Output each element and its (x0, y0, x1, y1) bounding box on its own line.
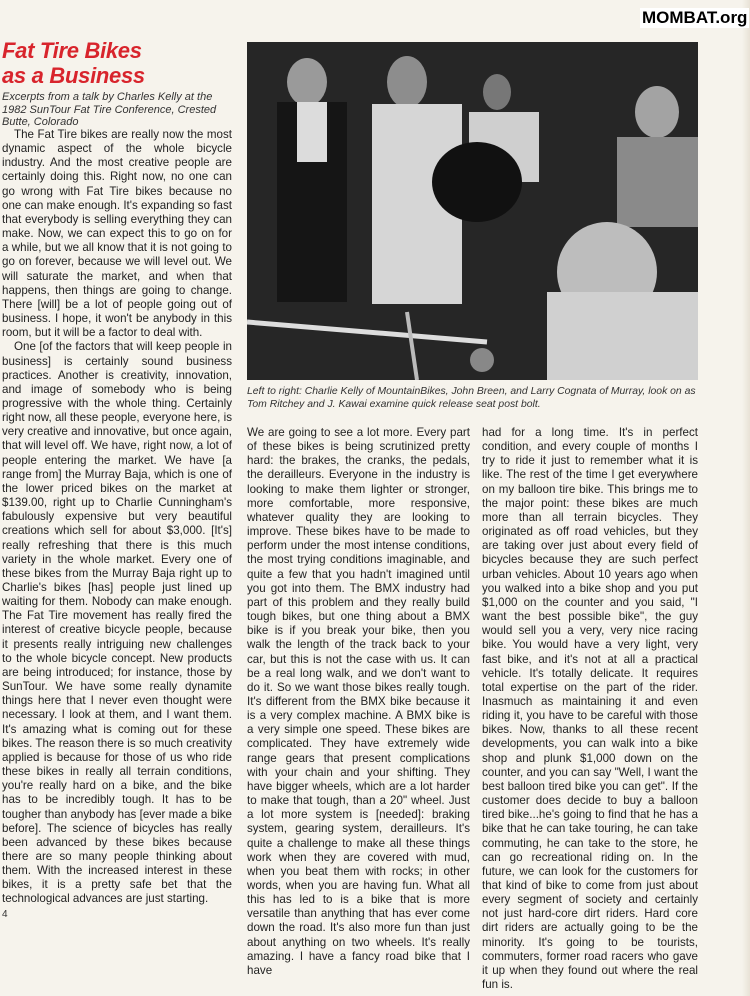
paragraph: The Fat Tire bikes are really now the most dynamic aspect of the whole bicycle industry. And the most creative people are certainly doing this. Right now, no one can go wrong with Fat Tire bikes because no one can make enough. It's expanding so fast that everybody is selling everything they can make. Now, we can expect this to go on for a while, but we all know that it is not going to go on forever, because we will level out. We will saturate the market, and when that happens, then things are going to change. There [will] be a lot of people going out of business. I hope, it won't be anybody in this room, but it will be a factor to deal with. (2, 128, 232, 340)
title-line-1: Fat Tire Bikes (2, 38, 142, 63)
paragraph: We are going to see a lot more. Every part of these bikes is being scrutinized pretty hard: the brakes, the cranks, the pedals, the derailleurs. Everyone in the industry is looking to make them lighter or stronger, more comfortable, more responsive, whatever quality they are looking to improve. These bikes have to be made to perform under the most intense conditions, the most trying conditions imaginable, and quite a few that you hadn't imagined until you got into them. The BMX industry had part of this problem and they really build tough bikes, but one thing about a BMX bike is if you break your bike, then you walk the length of the track back to your car, but this is not the case with us. It can be a real long walk, and we don't want to do it. So we want those bikes really tough. It's different from the BMX bike because it is a very complex machine. A BMX bike is a very simple one speed. These bikes are complicated. They have extremely wide range gears that present complications with your chain and your shifting. They have bigger wheels, which are a lot harder to make that tough, than a 20" wheel. Just a lot more system is [needed]: braking system, gearing system, derailleurs. It's quite a challenge to make all these things work when they are covered with mud, when you beat them with rocks; in other words, when you are having fun. What all this has led to is a bike that is more versatile than anything that has ever come down the road. It's also more fun than just about anything on two wheels. It's really amazing. I have a fancy road bike that I have (247, 426, 470, 977)
article-title (2, 38, 145, 88)
paragraph: One [of the factors that will keep people in business] is certainly sound business practices. Another is creativity, innovation, and image of somebody who is being progressive with the whole thing. Certainly right now, all these people, everyone here, is very creative and innovative, but once again, that will level off. We have, right now, a lot of people entering the market. We have [a range from] the Murray Baja, which is one of the lower priced bikes on the market at $139.00, right up to Charlie Cunningham's fabulously expensive but very beautiful creations which sell for about $3,000. [It's] really refreshing that there is this much variety in the whole market. Every one of these bikes from the Murray Baja right up to Charlie's bikes [has] people just lined up waiting for them. Nobody can make enough. The Fat Tire movement has really fired the interest of creative bicycle people, because it presents really intriguing new challenges to the whole bicycle concept. New products are being introduced; for instance, those by SunTour. We have some really dynamite things here that I never even thought were necessary. I look at them, and I want them. It's amazing what is coming out for these bikes. The reason there is so much creativity applied is because for those of us who ride these bikes in really all terrain conditions, you're really hard on a bike, and the bike has to be incredibly tough. It has to be tougher than anybody has [ever made a bike before]. The science of bicycles has really been advanced by these bikes because there are so many people thinking about them. With the increased interest in these bikes, it is a pretty safe bet that the technological advances are just starting. (2, 340, 232, 906)
article-subtitle: Excerpts from a talk by Charles Kelly at the 1982 SunTour Fat Tire Conference, Crested Butte, Colorado (2, 91, 217, 128)
left-column (2, 128, 232, 921)
paragraph: had for a long time. It's in perfect condition, and every couple of months I try to ride it just to remember what it is like. The rest of the time I get everywhere on my balloon tire bike. This brings me to the major point: these bikes are much more than all terrain bicycles. They originated as off road vehicles, but they are taking over just about every field of bicycles because they are such perfect urban vehicles. About 10 years ago when you walked into a bike shop and you put $1,000 on the counter and you said, "I want the best possible bike", the guy would sell you a very, very nice racing bike. You would have a very light, very fast bike, and it's not at all a practical vehicle. It's totally delicate. It requires total expertise on the part of the rider. Inasmuch as maintaining it and even riding it, you have to be careful with those bikes. Now, thanks to all these recent developments, you can walk into a bike shop and plunk $1,000 down on the counter, and you can say "Well, I want the best balloon tired bike you can get". If the customer does decide to buy a balloon tired bike...he's going to find that he has a bike that he can take touring, he can take commuting, he can take to the store, he can go recreational riding on. In the future, we can look for the customers for that kind of bike to come from just about every segment of society and certainly not just hard-core dirt riders. Hard core dirt riders are actually going to be the minority. It's going to be tourists, commuters, former road racers who gave it up when they found out where the real fun is. (482, 426, 698, 992)
page-number: 4 (2, 908, 8, 920)
title-line-2: as a Business (2, 63, 145, 88)
watermark: MOMBAT.org (642, 8, 748, 27)
page-edge (742, 0, 750, 996)
article-photo (247, 42, 698, 380)
photo-caption: Left to right: Charlie Kelly of MountainBikes, John Breen, and Larry Cognata of Murray, look on as Tom Ritchey and J. Kawai examine quick release seat post bolt. (247, 386, 696, 410)
photo-image (247, 42, 698, 380)
right-column (482, 426, 698, 992)
middle-column (247, 426, 470, 978)
